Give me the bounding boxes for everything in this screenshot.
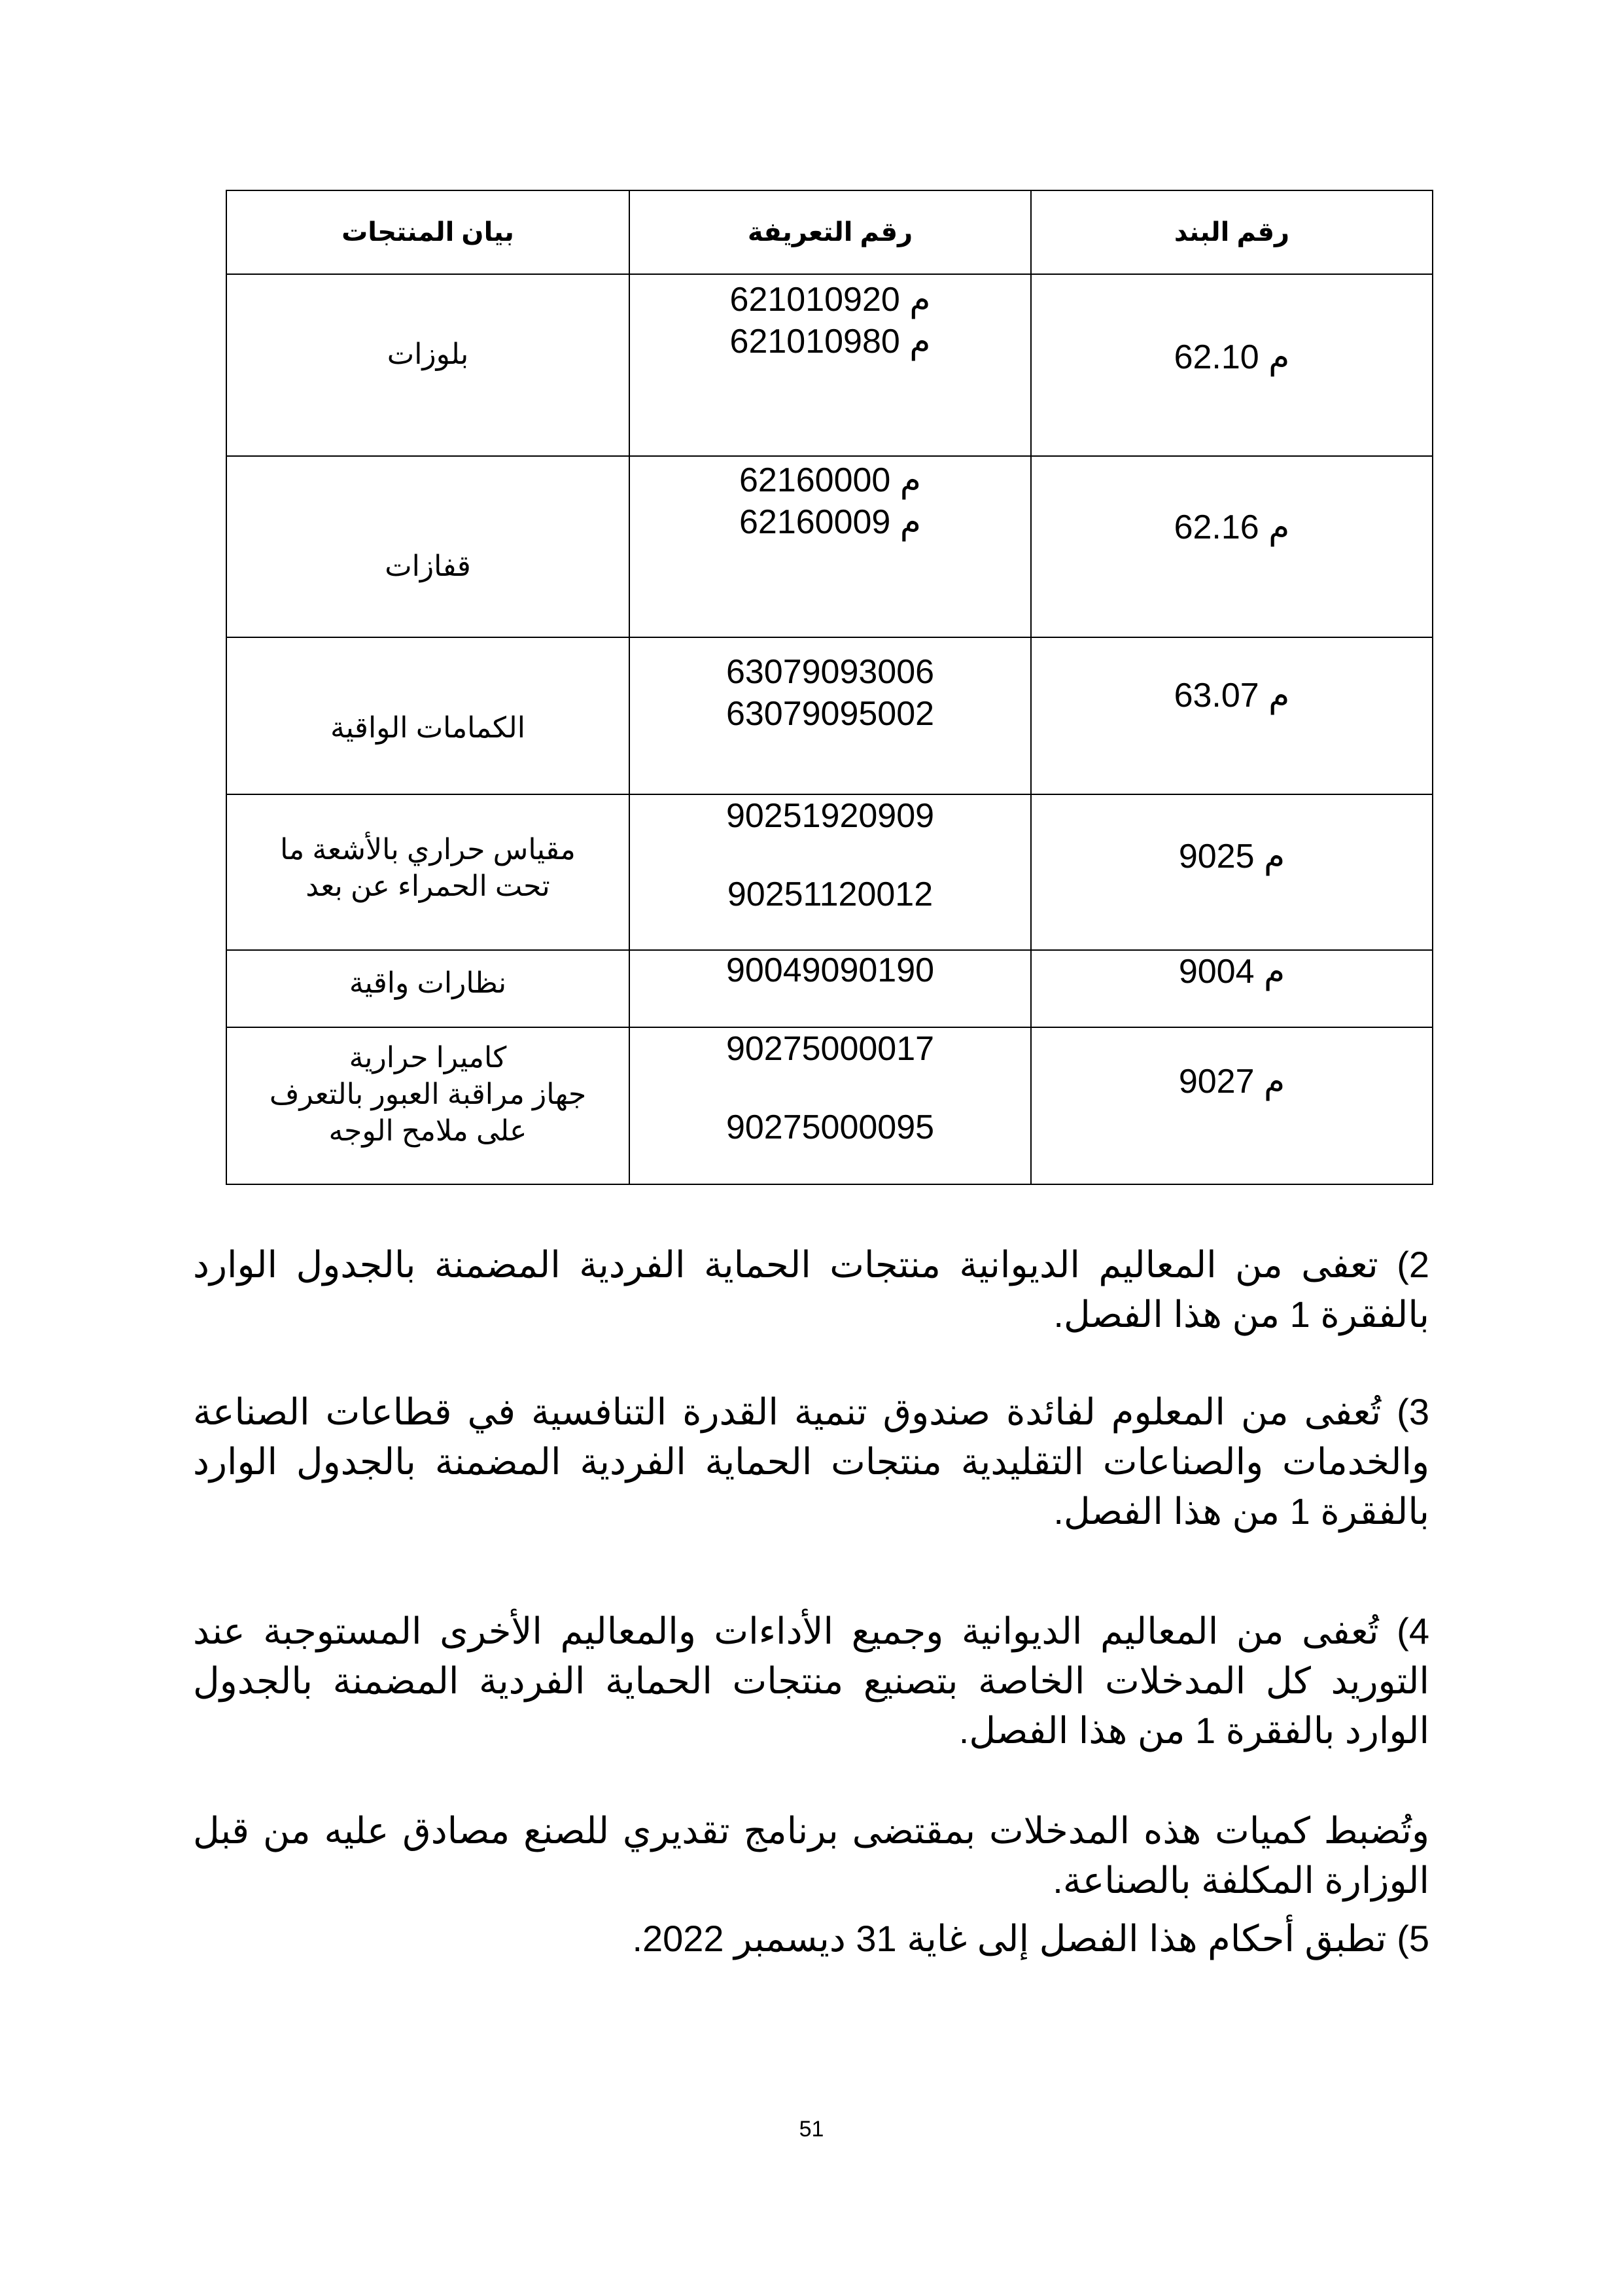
item-cell	[1031, 274, 1433, 456]
product-description: قفازات	[385, 550, 471, 582]
tariff-code: 90251920909	[725, 797, 935, 835]
code-cell	[629, 274, 1031, 456]
code-cell	[629, 1027, 1031, 1184]
product-description: على ملامح الوجه	[328, 1115, 527, 1147]
tariff-table	[226, 190, 1433, 1185]
description-cell	[226, 950, 629, 1027]
code-cell	[629, 637, 1031, 794]
product-description: الكمامات الواقية	[330, 712, 525, 744]
tariff-code: 63079095002	[725, 695, 935, 733]
paragraph-5: 5) تطبق أحكام هذا الفصل إلى غاية 31 ديسمبر 2022.	[632, 1918, 1429, 1959]
header-item-number: رقم البند	[1031, 190, 1433, 274]
tariff-code: 90251120012	[727, 875, 934, 913]
item-number: م 62.10	[1174, 338, 1290, 376]
paragraph-4: 4) تُعفى من المعاليم الديوانية وجميع الأداءات والمعاليم الأخرى المستوجبة عند التوريد كل المدخلات الخاصة بتصنيع منتجات الحماية الفردية المضمنة بالجدول الوارد بالفقرة 1 من هذا الفصل.	[193, 1610, 1429, 1751]
tariff-code: 90049090190	[725, 951, 935, 989]
description-cell	[226, 794, 629, 950]
tariff-code: م 621010980	[729, 323, 931, 361]
description-cell	[226, 456, 629, 637]
item-number: م 62.16	[1174, 508, 1290, 546]
table-row	[226, 950, 1433, 1027]
table-row	[226, 1027, 1433, 1184]
paragraph-3: 3) تُعفى من المعلوم لفائدة صندوق تنمية القدرة التنافسية في قطاعات الصناعة والخدمات والصناعات التقليدية منتجات الحماية الفردية المضمنة بالجدول الوارد بالفقرة 1 من هذا الفصل.	[193, 1391, 1429, 1532]
code-cell	[629, 456, 1031, 637]
table-row	[226, 637, 1433, 794]
item-cell	[1031, 794, 1433, 950]
description-cell	[226, 637, 629, 794]
item-number: م 9025	[1178, 838, 1285, 875]
product-description: تحت الحمراء عن بعد	[305, 870, 550, 902]
paragraph-4-continued: وتُضبط كميات هذه المدخلات بمقتضى برنامج تقديري للصنع مصادق عليه من قبل الوزارة المكلفة بالصناعة.	[193, 1810, 1429, 1901]
paragraph-2: 2) تعفى من المعاليم الديوانية منتجات الحماية الفردية المضمنة بالجدول الوارد بالفقرة 1 من هذا الفصل.	[193, 1244, 1429, 1335]
item-number: م 9004	[1178, 953, 1285, 991]
table-row	[226, 456, 1433, 637]
tariff-code: م 621010920	[729, 281, 931, 319]
product-description: جهاز مراقبة العبور بالتعرف	[269, 1078, 587, 1110]
table-row	[226, 274, 1433, 456]
product-description: كاميرا حرارية	[349, 1042, 507, 1074]
tariff-code: 90275000017	[725, 1030, 935, 1068]
product-description: نظارات واقية	[349, 967, 507, 999]
tariff-code: م 62160009	[739, 503, 921, 541]
description-cell	[226, 274, 629, 456]
table-header-row	[226, 190, 1433, 274]
description-cell	[226, 1027, 629, 1184]
item-cell	[1031, 456, 1433, 637]
code-cell	[629, 794, 1031, 950]
item-cell	[1031, 1027, 1433, 1184]
item-cell	[1031, 950, 1433, 1027]
code-cell	[629, 950, 1031, 1027]
item-number: م 63.07	[1174, 677, 1290, 715]
tariff-code: 90275000095	[725, 1108, 935, 1146]
item-cell	[1031, 637, 1433, 794]
tariff-code: م 62160000	[739, 461, 921, 499]
product-description: بلوزات	[387, 338, 469, 370]
page-number: 51	[799, 2117, 824, 2142]
header-product-description: بيان المنتجات	[226, 190, 629, 274]
header-tariff-code: رقم التعريفة	[629, 190, 1031, 274]
product-description: مقياس حراري بالأشعة ما	[280, 834, 576, 866]
table-row	[226, 794, 1433, 950]
tariff-code: 63079093006	[725, 653, 935, 691]
item-number: م 9027	[1178, 1063, 1285, 1101]
